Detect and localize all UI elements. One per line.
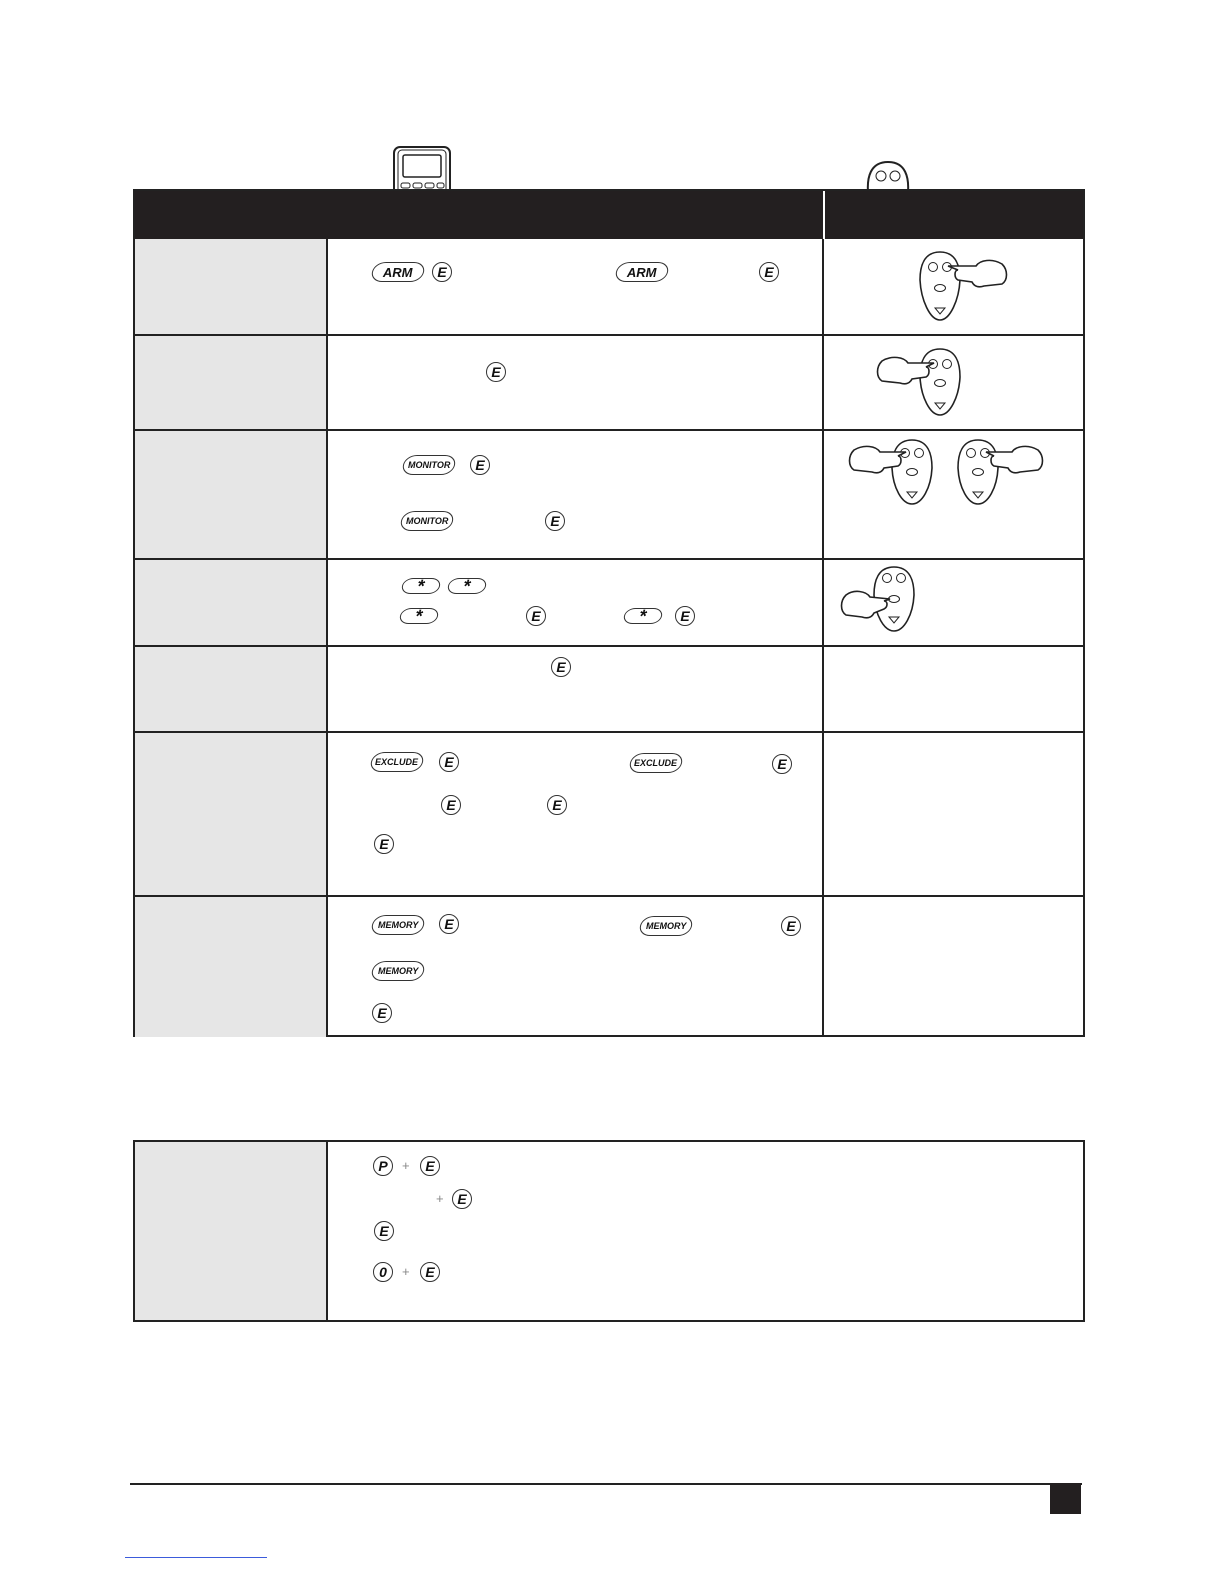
star-key: * (622, 608, 663, 624)
footer-rule (130, 1483, 1082, 1485)
e-key: E (486, 362, 506, 382)
monitor-key: MONITOR (401, 455, 457, 475)
e-key: E (452, 1189, 472, 1209)
plus-sign: + (402, 1264, 410, 1279)
memory-key: MEMORY (638, 916, 694, 936)
exclude-key: EXCLUDE (369, 752, 425, 772)
e-key: E (547, 795, 567, 815)
e-key: E (374, 834, 394, 854)
e-key: E (675, 606, 695, 626)
remote-press-icon (956, 438, 1042, 506)
page-number-box (1050, 1483, 1081, 1514)
e-key: E (759, 262, 779, 282)
row-label-cell (135, 1142, 327, 1320)
star-key: * (400, 578, 441, 594)
memory-key: MEMORY (370, 961, 426, 981)
e-key: E (470, 455, 490, 475)
e-key: E (439, 752, 459, 772)
zero-key: 0 (373, 1262, 393, 1282)
remote-press-icon (842, 565, 918, 633)
e-key: E (420, 1262, 440, 1282)
e-key: E (551, 657, 571, 677)
remote-press-icon (878, 347, 962, 417)
remote-press-icon (918, 250, 1010, 322)
e-key: E (772, 754, 792, 774)
e-key: E (374, 1221, 394, 1241)
e-key: E (439, 914, 459, 934)
e-key: E (526, 606, 546, 626)
arm-key: ARM (370, 262, 426, 282)
exclude-key: EXCLUDE (628, 753, 684, 773)
e-key: E (781, 916, 801, 936)
plus-sign: + (402, 1158, 410, 1173)
e-key: E (432, 262, 452, 282)
star-key: * (446, 578, 487, 594)
e-key: E (372, 1003, 392, 1023)
memory-key: MEMORY (370, 915, 426, 935)
link-underline[interactable] (125, 1557, 267, 1558)
star-key: * (398, 608, 439, 624)
remote-press-icon (850, 438, 936, 506)
row-label-cell (135, 239, 327, 1037)
arm-key: ARM (614, 262, 670, 282)
e-key: E (420, 1156, 440, 1176)
monitor-key: MONITOR (399, 511, 455, 531)
p-key: P (373, 1156, 393, 1176)
table-header (135, 191, 1083, 239)
programming-table (133, 1140, 1085, 1322)
e-key: E (545, 511, 565, 531)
e-key: E (441, 795, 461, 815)
plus-sign: + (436, 1191, 444, 1206)
